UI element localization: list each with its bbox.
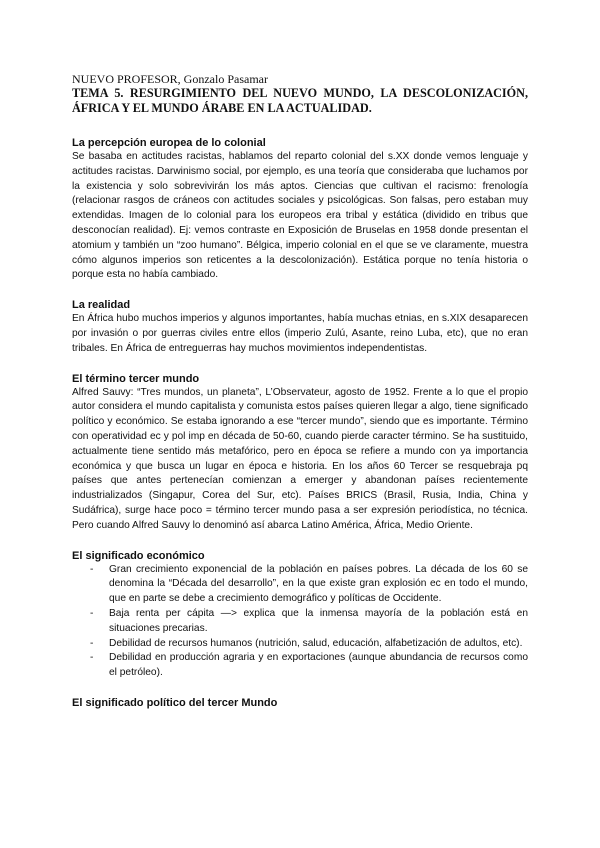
- section-body: En África hubo muchos imperios y algunos importantes, había muchas etnias, en s.XIX desaparecen por invasión o por guerras civiles entre ellos (imperio Zulú, Asante, reino Luba, etc), que no eran tribales. En África de entreguerras hay muchos movimientos independentistas.: [72, 313, 528, 354]
- bullet-dash-icon: -: [90, 652, 94, 664]
- section-reality: [72, 298, 528, 356]
- list-item: [72, 563, 528, 607]
- bullet-dash-icon: -: [90, 637, 94, 649]
- document-page: [72, 72, 528, 710]
- author-line: NUEVO PROFESOR, Gonzalo Pasamar: [72, 72, 268, 86]
- list-item: [72, 637, 528, 652]
- list-item-text: Baja renta per cápita —> explica que la inmensa mayoría de la población está en situaciones precarias.: [109, 607, 528, 634]
- section-title: El significado económico: [72, 549, 205, 562]
- section-colonial-perception: [72, 136, 528, 283]
- section-third-world-term: [72, 372, 528, 534]
- list-item: [72, 607, 528, 637]
- list-item-text: Debilidad de recursos humanos (nutrición, salud, educación, alfabetización de adultos, etc).: [109, 637, 523, 649]
- section-body: Alfred Sauvy: “Tres mundos, un planeta”, L’Observateur, agosto de 1952. Frente a lo que el propio autor considera el mundo capitalista y comunista estos países quieren llegar a algo, tiene significado político y económico. Se estaba ignorando a ese “tercer mundo”, siendo que es importante. Término con operatividad ec y pol imp en década de 50-60, cuando pierde caracter término. Se ha sustituido, actualmente tiene sentido más metafórico, pero en época se refiere a mundo con ya importancia económica y que busca un lugar en época e historia. En los años 60 Tercer se resquebraja pq países que antes pertenecían comienzan a emerger y abandonan países recientemente industrializados (Singapur, Corea del Sur, etc). Países BRICS (Brasil, Rusia, India, China y Sudáfrica), surge hace poco = término tercer mundo pasa a ser expresión periodística, no técnica. Pero cuando Alfred Sauvy lo denominó así abarca Latino América, África, Medio Oriente.: [72, 386, 528, 531]
- section-title: La percepción europea de lo colonial: [72, 137, 266, 149]
- list-item-text: Gran crecimiento exponencial de la población en países pobres. La década de los 60 se denomina la “Década del desarrollo”, en la que existe gran explosión ec en todo el mundo, que en parte se debe a crecimiento demográfico y políticas de Occidente.: [109, 563, 528, 605]
- list-item: [72, 651, 528, 681]
- section-title: El término tercer mundo: [72, 372, 200, 385]
- section-title: La realidad: [72, 299, 131, 312]
- section-title: El significado político del tercer Mundo: [72, 696, 278, 709]
- section-body: Se basaba en actitudes racistas, hablamos del reparto colonial del s.XX donde vemos lenguaje y actitudes racistas. Darwinismo social, por ejemplo, es una teoría que consideraba que luchamos por la existencia y solo sobrevivirán los más aptos. Ciencias que cultivan el racismo: frenología (relacionar rasgos de cráneos con actitudes sociales y psicológicas. Son falsas, pero estaban muy extendidas. Imagen de lo colonial para los europeos era tribal y estática (dividido en tribus que desconocían realidad). Ej: vemos contraste en Exposición de Bruselas en 1958 donde presentan el atomium y también un “zoo humano”. Bélgica, imperio colonial en el que se ve claramente, muestra cómo algunos imperios son reticentes a la descolonización). Estática porque no tenía historia o porque esta no había cambiado.: [72, 151, 528, 281]
- document-title: TEMA 5. RESURGIMIENTO DEL NUEVO MUNDO, LA DESCOLONIZACIÓN, ÁFRICA Y EL MUNDO ÁRABE EN LA ACTUALIDAD.: [72, 86, 528, 115]
- bullet-dash-icon: -: [90, 607, 94, 619]
- section-economic-meaning: [72, 549, 528, 681]
- section-political-meaning: [72, 696, 528, 710]
- list-item-text: Debilidad en producción agraria y en exportaciones (aunque abundancia de recursos como el petróleo).: [109, 652, 528, 679]
- bullet-dash-icon: -: [90, 563, 94, 575]
- bullet-list: [72, 563, 528, 681]
